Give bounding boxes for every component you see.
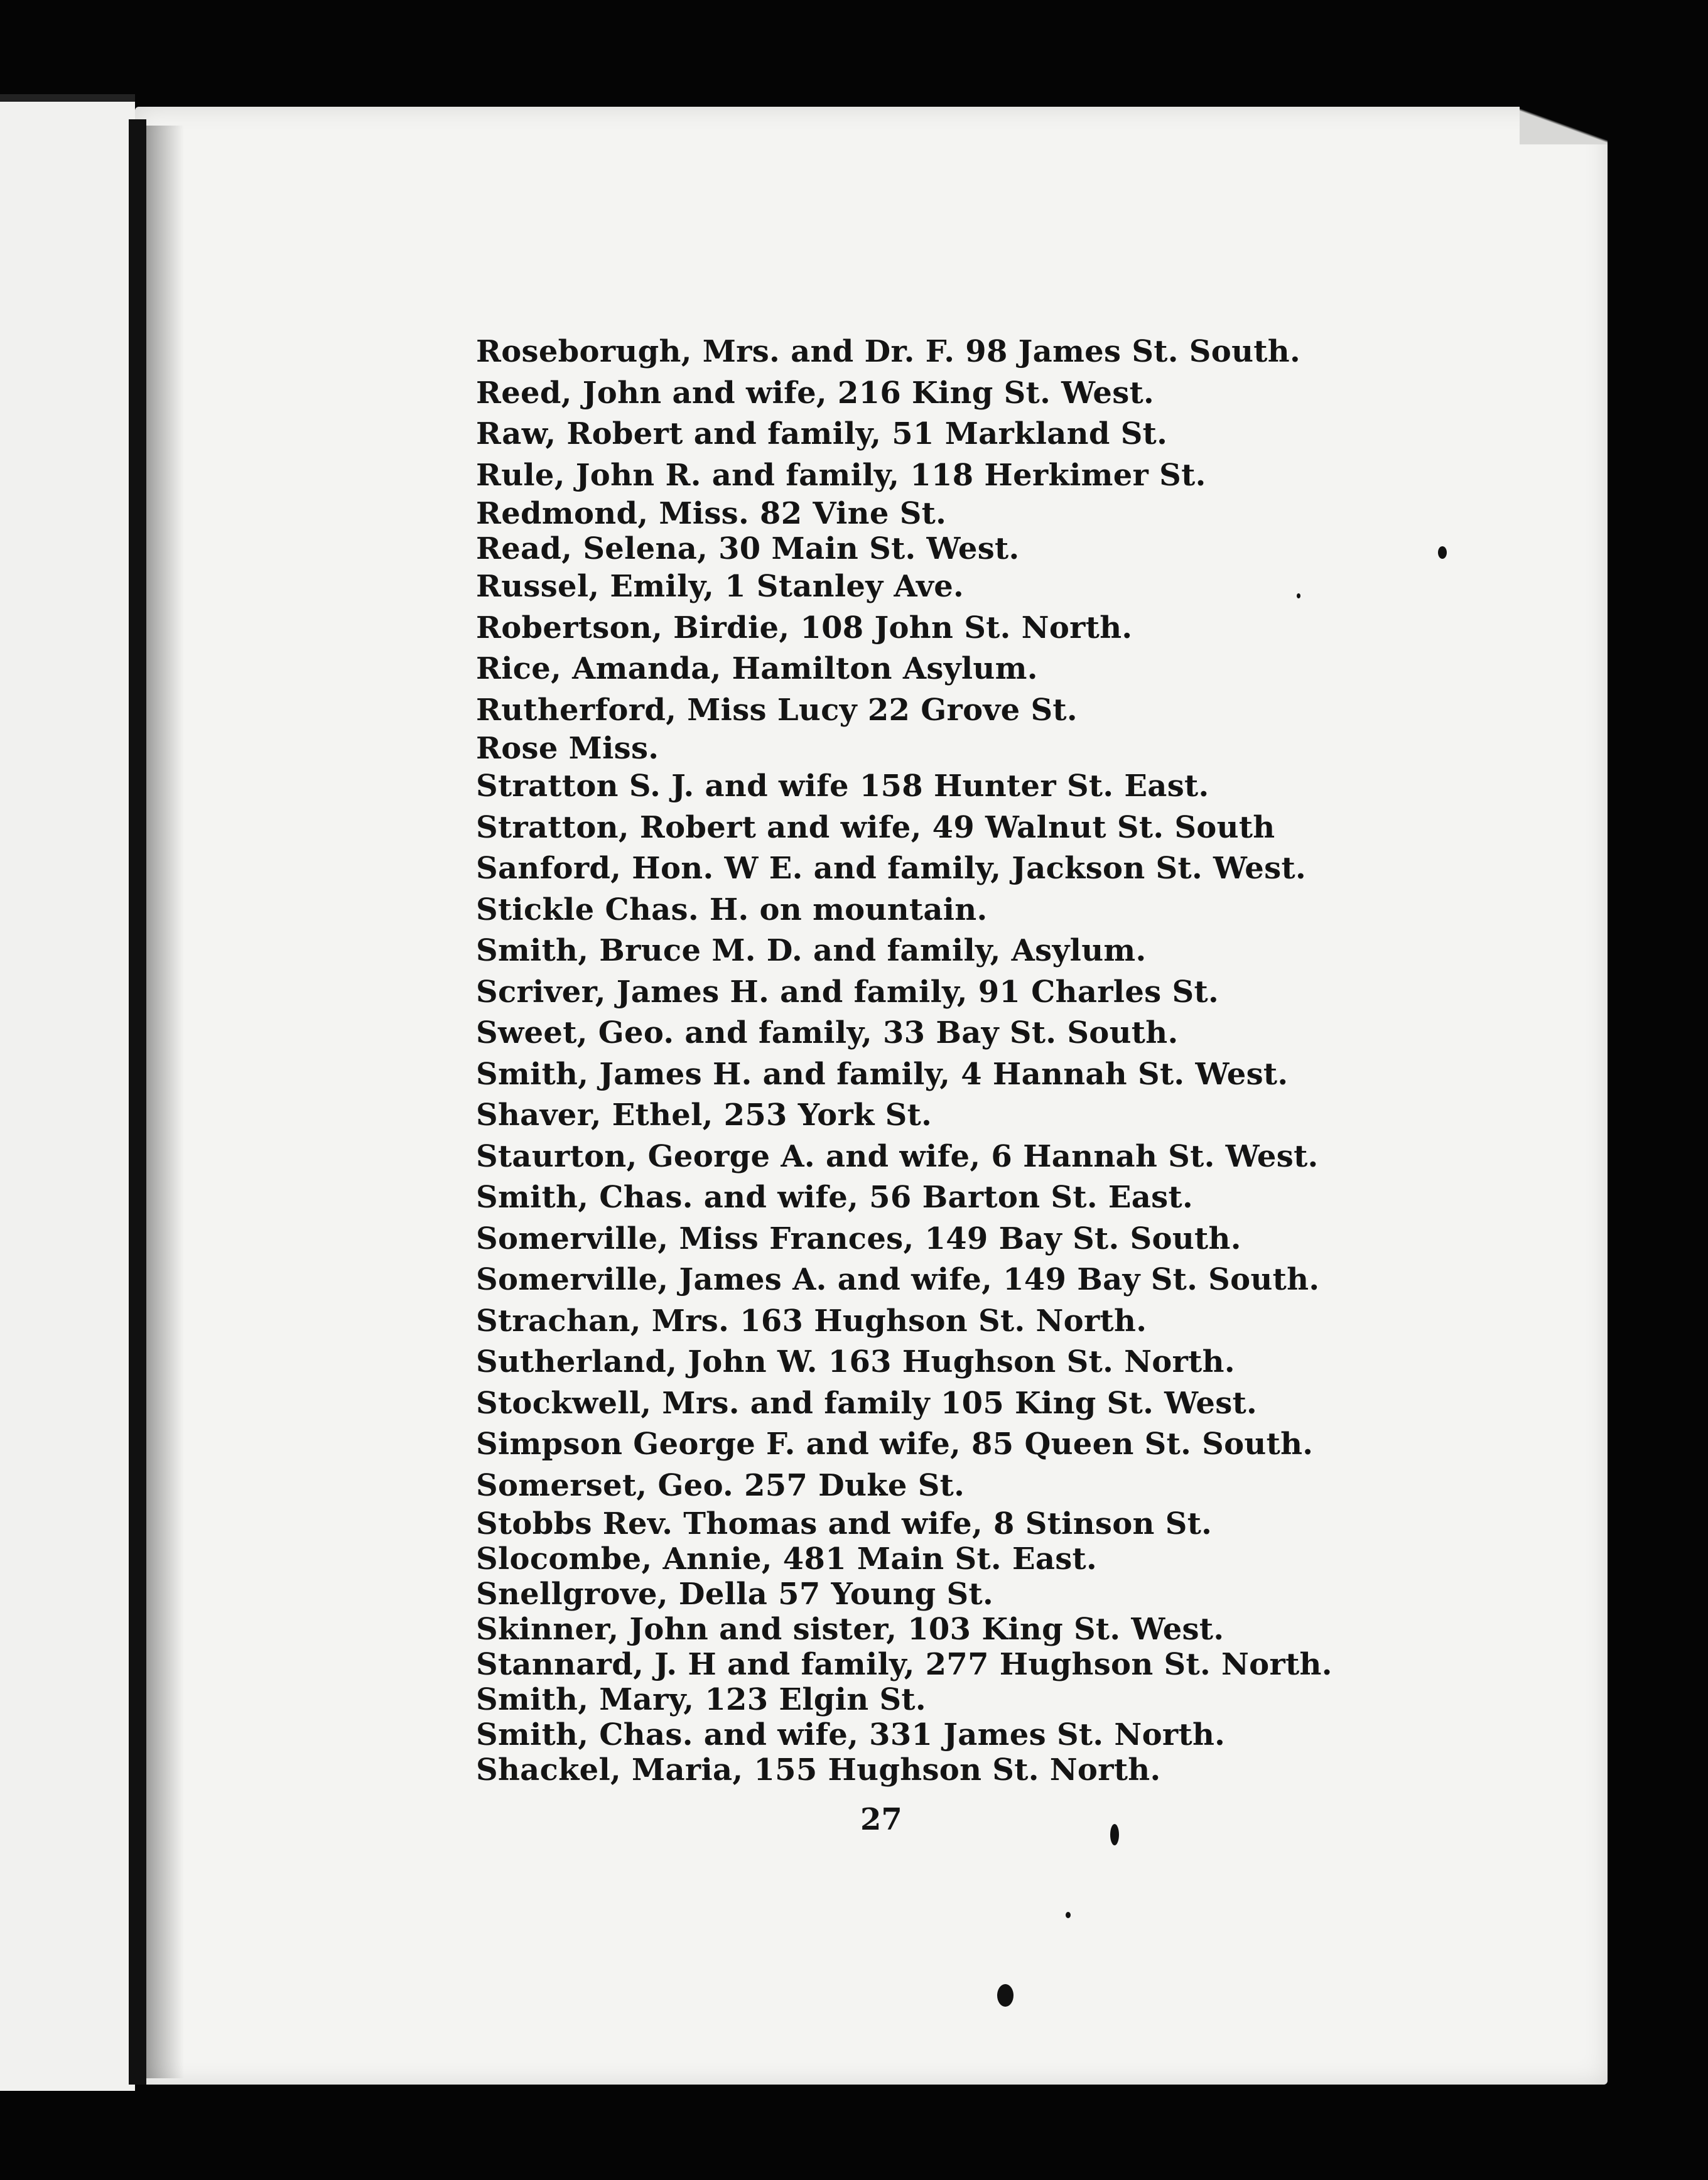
directory-entry: Smith, Mary, 123 Elgin St. [476,1682,926,1717]
directory-entry: Reed, John and wife, 216 King St. West. [476,375,1155,411]
directory-entry: Stratton, Robert and wife, 49 Walnut St. South [476,809,1275,845]
directory-entry: Robertson, Birdie, 108 John St. North. [476,610,1133,645]
directory-entry: Sanford, Hon. W E. and family, Jackson St. West. [476,851,1306,886]
directory-entry: Somerville, Miss Frances, 149 Bay St. South. [476,1221,1241,1256]
directory-entry: Rose Miss. [476,731,659,766]
facing-page-edge [0,94,135,102]
directory-entry: Rule, John R. and family, 118 Herkimer St. [476,457,1206,493]
directory-entry: Scriver, James H. and family, 91 Charles St. [476,974,1219,1010]
directory-entry: Stobbs Rev. Thomas and wife, 8 Stinson St. [476,1506,1213,1541]
directory-entry: Shackel, Maria, 155 Hughson St. North. [476,1752,1161,1788]
ink-speck [997,1984,1013,2007]
directory-entry: Shaver, Ethel, 253 York St. [476,1098,932,1133]
directory-entry: Russel, Emily, 1 Stanley Ave. [476,569,965,604]
directory-entry: Redmond, Miss. 82 Vine St. [476,496,947,531]
facing-page-strip [0,94,135,2091]
page-corner-fold [1520,107,1608,144]
page-number: 27 [860,1802,902,1837]
directory-entry: Stickle Chas. H. on mountain. [476,892,988,927]
directory-entry: Somerville, James A. and wife, 149 Bay St. South. [476,1262,1320,1297]
directory-entry: Skinner, John and sister, 103 King St. West. [476,1612,1224,1647]
ink-speck [1110,1824,1119,1845]
binding-shadow [146,126,184,2078]
directory-entry: Sutherland, John W. 163 Hughson St. North. [476,1344,1235,1379]
directory-entry: Roseborugh, Mrs. and Dr. F. 98 James St. South. [476,334,1300,369]
directory-entry: Stratton S. J. and wife 158 Hunter St. East. [476,769,1209,804]
directory-entry: Somerset, Geo. 257 Duke St. [476,1467,965,1503]
directory-entry: Sweet, Geo. and family, 33 Bay St. South. [476,1015,1179,1050]
directory-entry: Stockwell, Mrs. and family 105 King St. West. [476,1385,1258,1421]
directory-entry: Slocombe, Annie, 481 Main St. East. [476,1541,1098,1577]
directory-entry: Rutherford, Miss Lucy 22 Grove St. [476,692,1078,728]
directory-entry: Smith, Chas. and wife, 56 Barton St. East. [476,1180,1193,1215]
directory-entry: Smith, James H. and family, 4 Hannah St. West. [476,1056,1289,1092]
ink-speck [1297,593,1300,598]
directory-entry: Read, Selena, 30 Main St. West. [476,531,1020,566]
book-binding-edge [129,119,146,2085]
directory-entry: Strachan, Mrs. 163 Hughson St. North. [476,1303,1147,1339]
ink-speck [1438,546,1447,559]
directory-entry: Smith, Chas. and wife, 331 James St. North. [476,1717,1226,1752]
directory-entry: Raw, Robert and family, 51 Markland St. [476,416,1168,451]
directory-entry: Simpson George F. and wife, 85 Queen St. South. [476,1427,1314,1462]
directory-entry: Staurton, George A. and wife, 6 Hannah St. West. [476,1138,1319,1174]
directory-entry-list [476,332,1332,1788]
directory-entry: Rice, Amanda, Hamilton Asylum. [476,651,1038,686]
directory-entry: Snellgrove, Della 57 Young St. [476,1577,993,1612]
ink-speck [1066,1912,1071,1918]
directory-entry: Stannard, J. H and family, 277 Hughson St. North. [476,1647,1332,1682]
directory-entry: Smith, Bruce M. D. and family, Asylum. [476,933,1147,968]
